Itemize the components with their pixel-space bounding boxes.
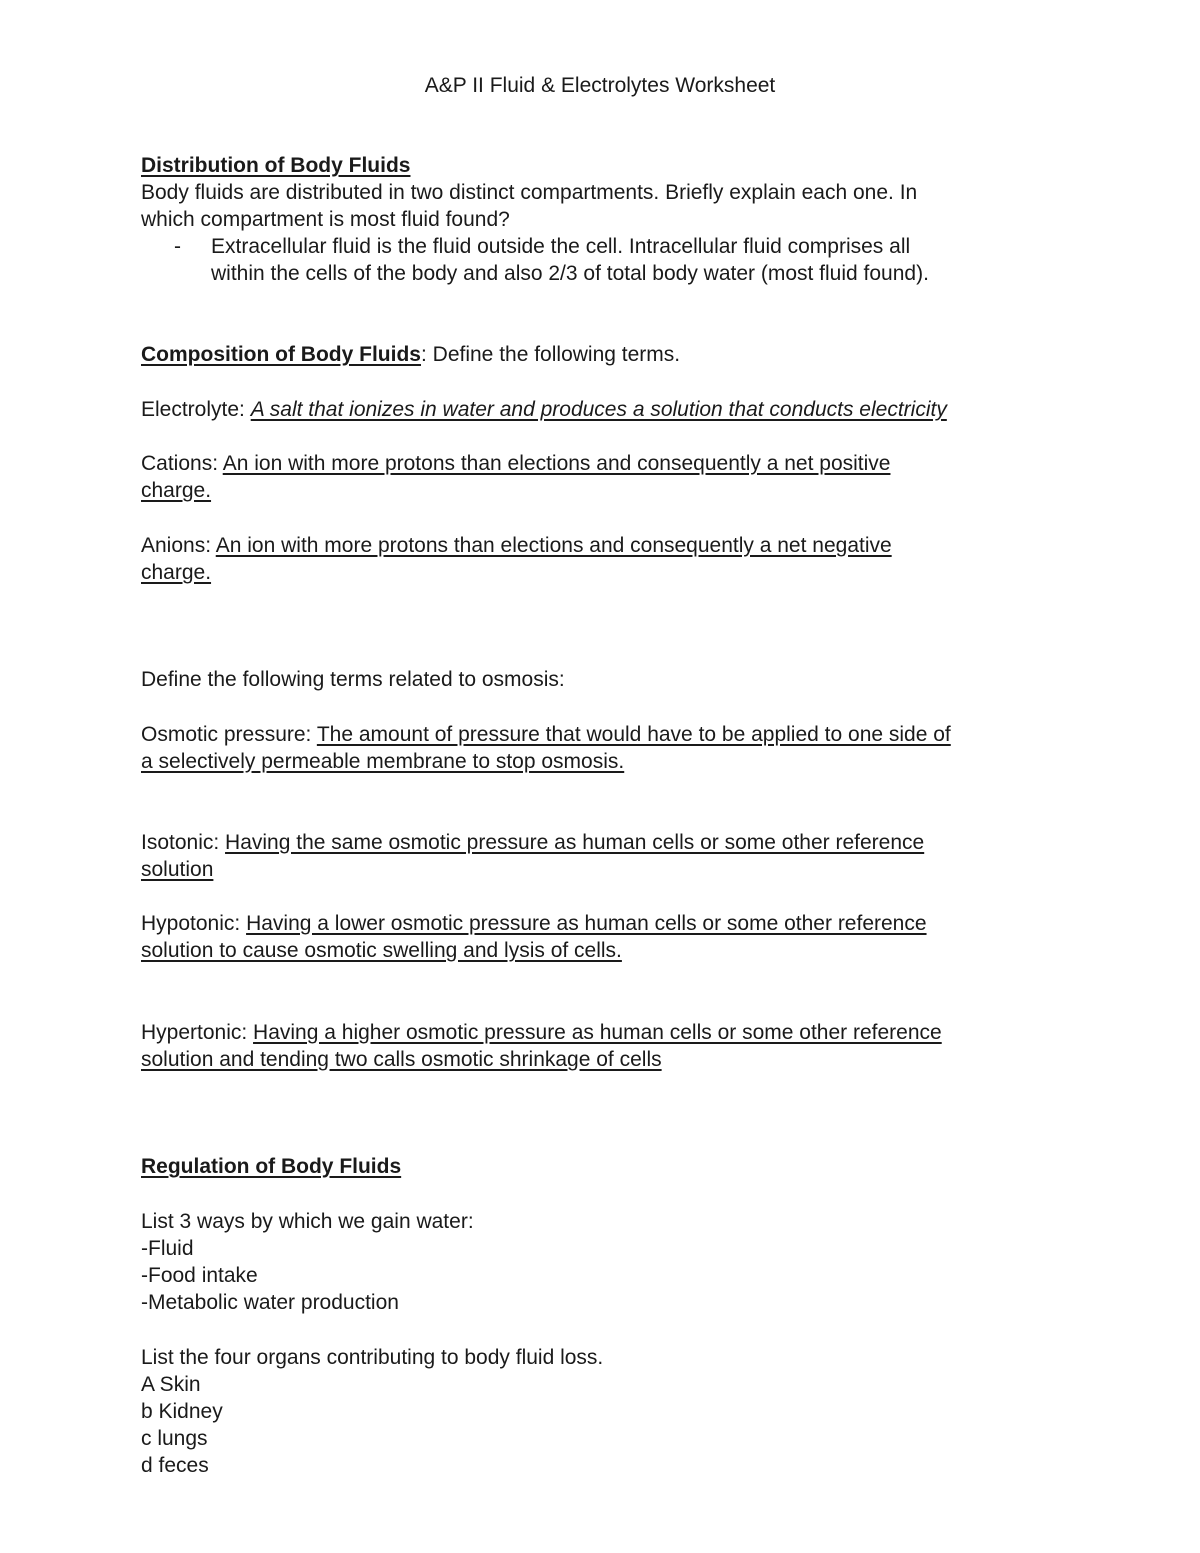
- list-item: -Food intake: [141, 1264, 258, 1287]
- page-title: A&P II Fluid & Electrolytes Worksheet: [424, 74, 776, 97]
- term-label: Osmotic pressure:: [141, 723, 317, 746]
- distribution-question: Body fluids are distributed in two distinct compartments. Briefly explain each one. In: [141, 181, 918, 204]
- hypotonic-answer-cont: solution to cause osmotic swelling and lysis of cells.: [141, 939, 622, 962]
- electrolyte-definition: [141, 396, 947, 423]
- osmosis-instruction: Define the following terms related to osmosis:: [141, 668, 565, 691]
- answer-text: Having a lower osmotic pressure as human cells or some other reference: [246, 912, 927, 935]
- list-item: -Metabolic water production: [141, 1291, 399, 1314]
- answer-text: An ion with more protons than elections and consequently a net positive: [222, 452, 891, 475]
- composition-heading-line: [141, 341, 680, 368]
- hypertonic-answer-cont: solution and tending two calls osmotic shrinkage of cells: [141, 1048, 662, 1071]
- section-heading-distribution: Distribution of Body Fluids: [141, 154, 411, 177]
- distribution-answer-cont: within the cells of the body and also 2/3 of total body water (most fluid found).: [211, 262, 929, 285]
- term-label: Anions:: [141, 534, 216, 557]
- section-heading-regulation: Regulation of Body Fluids: [141, 1155, 402, 1178]
- composition-instruction: : Define the following terms.: [420, 343, 681, 366]
- osmotic-answer-cont: a selectively permeable membrane to stop osmosis.: [141, 750, 625, 773]
- hypertonic-definition: [141, 1019, 942, 1046]
- bullet-dash: -: [174, 235, 181, 258]
- term-label: Cations:: [141, 452, 223, 475]
- hypotonic-definition: [141, 910, 927, 937]
- loss-question: List the four organs contributing to body fluid loss.: [141, 1346, 604, 1369]
- cations-definition: [141, 450, 890, 477]
- answer-text: A salt that ionizes in water and produces a solution that conducts electricity: [250, 398, 947, 421]
- answer-text: Having a higher osmotic pressure as human cells or some other reference: [253, 1021, 942, 1044]
- term-label: Electrolyte:: [141, 398, 251, 421]
- term-label: Hypertonic:: [141, 1021, 254, 1044]
- term-label: Isotonic:: [141, 831, 226, 854]
- list-item: A Skin: [141, 1373, 201, 1396]
- term-label: Hypotonic:: [141, 912, 247, 935]
- distribution-question-cont: which compartment is most fluid found?: [141, 208, 510, 231]
- list-item: c lungs: [141, 1427, 208, 1450]
- list-item: -Fluid: [141, 1237, 194, 1260]
- osmotic-pressure-definition: [141, 721, 951, 748]
- answer-text: An ion with more protons than elections and consequently a net negative: [215, 534, 892, 557]
- list-item: d feces: [141, 1454, 209, 1477]
- section-heading-composition: Composition of Body Fluids: [141, 343, 421, 366]
- answer-text: Having the same osmotic pressure as human cells or some other reference: [225, 831, 925, 854]
- answer-text: The amount of pressure that would have to be applied to one side of: [316, 723, 951, 746]
- isotonic-definition: [141, 829, 924, 856]
- cations-answer-cont: charge.: [141, 479, 212, 502]
- isotonic-answer-cont: solution: [141, 858, 214, 881]
- anions-answer-cont: charge.: [141, 561, 212, 584]
- anions-definition: [141, 532, 892, 559]
- distribution-answer: Extracellular fluid is the fluid outside the cell. Intracellular fluid comprises all: [211, 235, 911, 258]
- gain-question: List 3 ways by which we gain water:: [141, 1210, 474, 1233]
- list-item: b Kidney: [141, 1400, 223, 1423]
